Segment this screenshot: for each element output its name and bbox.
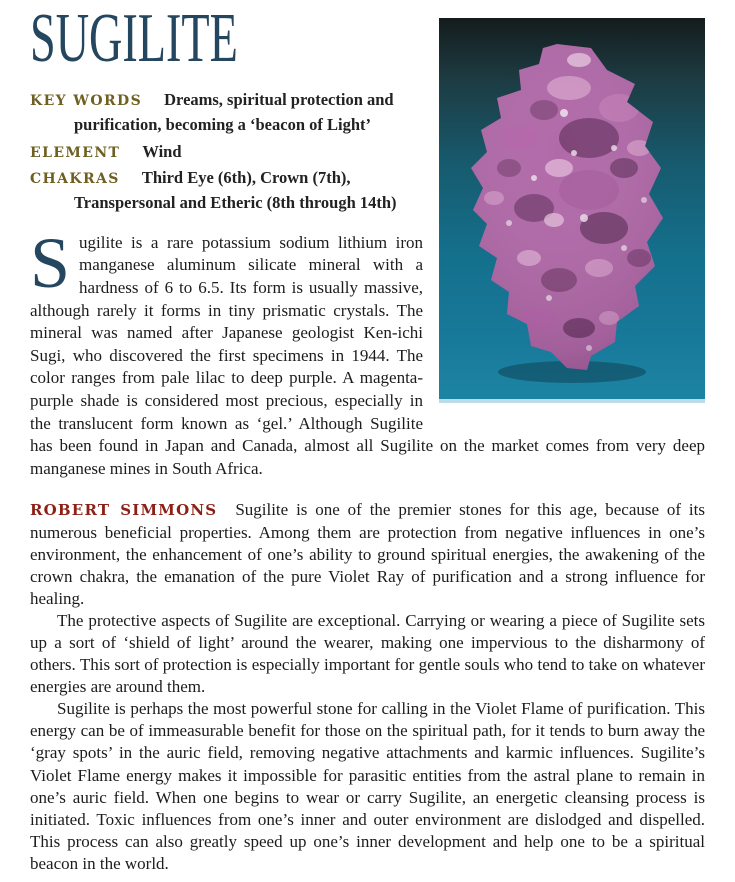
author-section xyxy=(30,499,705,875)
drop-cap: S xyxy=(30,222,71,303)
chakras-value: Third Eye (6th), Crown (7th), Transpersonal and Etheric (8th through 14th) xyxy=(74,168,397,212)
sugilite-specimen-image xyxy=(439,18,705,399)
author-paragraph-1-text: Sugilite is one of the premier stones for this age, because of its numerous beneficial properties. Among them are protection from negative influences in one’s environment, the enhancement of one’s ability to ground spiritual energies, the awakening of the crown chakra, the emanation of the pure Violet Ray of purification and a strong influence for healing. xyxy=(30,500,705,608)
chakras-label: CHAKRAS xyxy=(30,171,120,188)
element-label: ELEMENT xyxy=(30,144,121,161)
element-value: Wind xyxy=(142,141,182,161)
key-words-value: Dreams, spiritual protection and purification, becoming a ‘beacon of Light’ xyxy=(74,90,394,134)
author-paragraph-1 xyxy=(30,499,705,609)
key-words-label: KEY WORDS xyxy=(30,93,143,109)
author-paragraph-3: Sugilite is perhaps the most powerful stone for calling in the Violet Flame of purification. This energy can be of immeasurable benefit for those on the spiritual path, for it tends to burn away the ‘gray spots’ in the auric field, removing negative attachments and karmic influences. Sugilite’s Violet Flame energy makes it impossible for parasitic entities from the astral plane to remain in one’s auric field. When one begins to wear or carry Sugilite, an energetic cleansing process is initiated. Toxic influences from one’s inner and outer environment are dislodged and dispelled. This process can also greatly speed up one’s inner development and help one to be a spiritual beacon in the world. xyxy=(30,699,705,873)
intro-text: ugilite is a rare potassium sodium lithium iron manganese aluminum silicate mineral with a hardness of 6 to 6.5. Its form is usually massive, although rarely it forms in tiny prismatic crystals. The mineral was named after Japanese geologist Ken-ichi Sugi, who discovered the first specimens in 1944. The color ranges from pale lilac to deep purple. A magenta-purple shade is considered most precious, especially in the translucent form known as ‘gel.’ Although Sugilite has been found in Japan and Canada, almost all Sugilite on the market comes from very deep manganese mines in South Africa. xyxy=(30,232,705,478)
author-name-label: ROBERT SIMMONS xyxy=(30,501,218,520)
page-title: SUGILITE xyxy=(30,0,238,77)
sugilite-photo xyxy=(439,18,705,403)
author-paragraph-2: The protective aspects of Sugilite are exceptional. Carrying or wearing a piece of Sugilite sets up a sort of ‘shield of light’ around the wearer, making one impervious to the disharmony of others. This sort of protection is especially important for gentle souls who tend to take on whatever energies are around them. xyxy=(30,610,705,697)
